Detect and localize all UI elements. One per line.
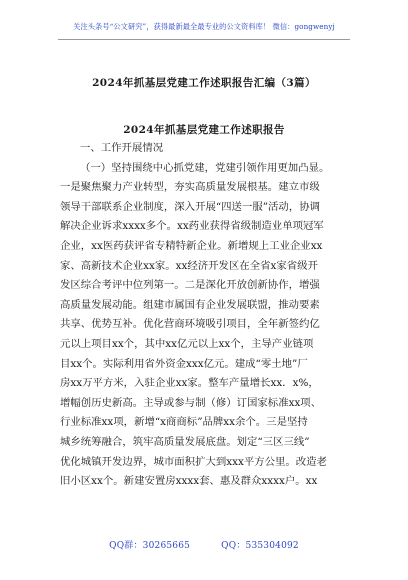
- body-line: 领导干部联系企业制度，深入开展“四送一服”活动，协调: [60, 200, 320, 213]
- body-line: （一）坚持围绕中心抓党建，党建引领作用更加凸显。: [80, 161, 330, 174]
- body-line: 发区综合考评中位列第一。二是深化开放创新协作，增强: [60, 279, 320, 292]
- header-divider: [58, 39, 350, 40]
- body-line: 城乡统筹融合，筑牢高质量发展底盘。划定“三区三线”: [60, 435, 310, 448]
- body-line: 高质量发展动能。组建市属国有企业发展联盟，推动要素: [60, 298, 320, 311]
- body-line: 目xx个。实际利用省外资金xxx亿元。建成“零土地”厂: [60, 357, 308, 370]
- body-line: 一、工作开展情况: [80, 142, 164, 154]
- body-line: 房xx万平方米，入驻企业xx家。整车产量增长xx．x%，: [60, 377, 319, 390]
- section-title: 2024年抓基层党建工作述职报告: [123, 124, 285, 136]
- body-line: 企业，xx医药获评省专精特新企业。新增规上工业企业xx: [60, 239, 323, 252]
- body-line: 家、高新技术企业xx家。xx经济开发区在全省x家省级开: [60, 259, 318, 272]
- body-line: 共享、优势互补。优化营商环境吸引项目，全年新签约亿: [60, 318, 320, 331]
- footer-qq-number: QQ：535304092: [221, 541, 299, 551]
- body-line: 元以上项目xx个，其中xx亿元以上xx个，主导产业链项: [60, 337, 314, 350]
- footer-contact: [0, 538, 408, 551]
- body-line: 解决企业诉求xxxx多个。xx药业获得省级制造业单项冠军: [60, 220, 324, 233]
- body-line: 优化城镇开发边界，城市面积扩大到xxx平方公里。改造老: [60, 455, 327, 468]
- body-line: [60, 492, 348, 512]
- body-line: 旧小区xx个。新建安置房xxxx套、惠及群众xxxx户。xx: [60, 475, 318, 488]
- body-line: 增幅创历史新高。主导或参与制（修）订国家标准xx项、: [60, 396, 322, 409]
- document-title: 2024年抓基层党建工作述职报告汇编（3篇）: [92, 77, 316, 89]
- body-text: [60, 139, 348, 511]
- body-line: 行业标准xx项，新增“x商商标”品牌xx余个。三是坚持: [60, 416, 308, 429]
- footer-qq-group: QQ群：30265665: [109, 541, 191, 551]
- header-promo-note: 关注头条号“公文研究”，获得最新最全最专业的公文资料库！ 微信：gongwenyj: [73, 22, 335, 31]
- body-line: 一是聚焦聚力产业转型，夯实高质量发展根基。建立市级: [60, 181, 320, 194]
